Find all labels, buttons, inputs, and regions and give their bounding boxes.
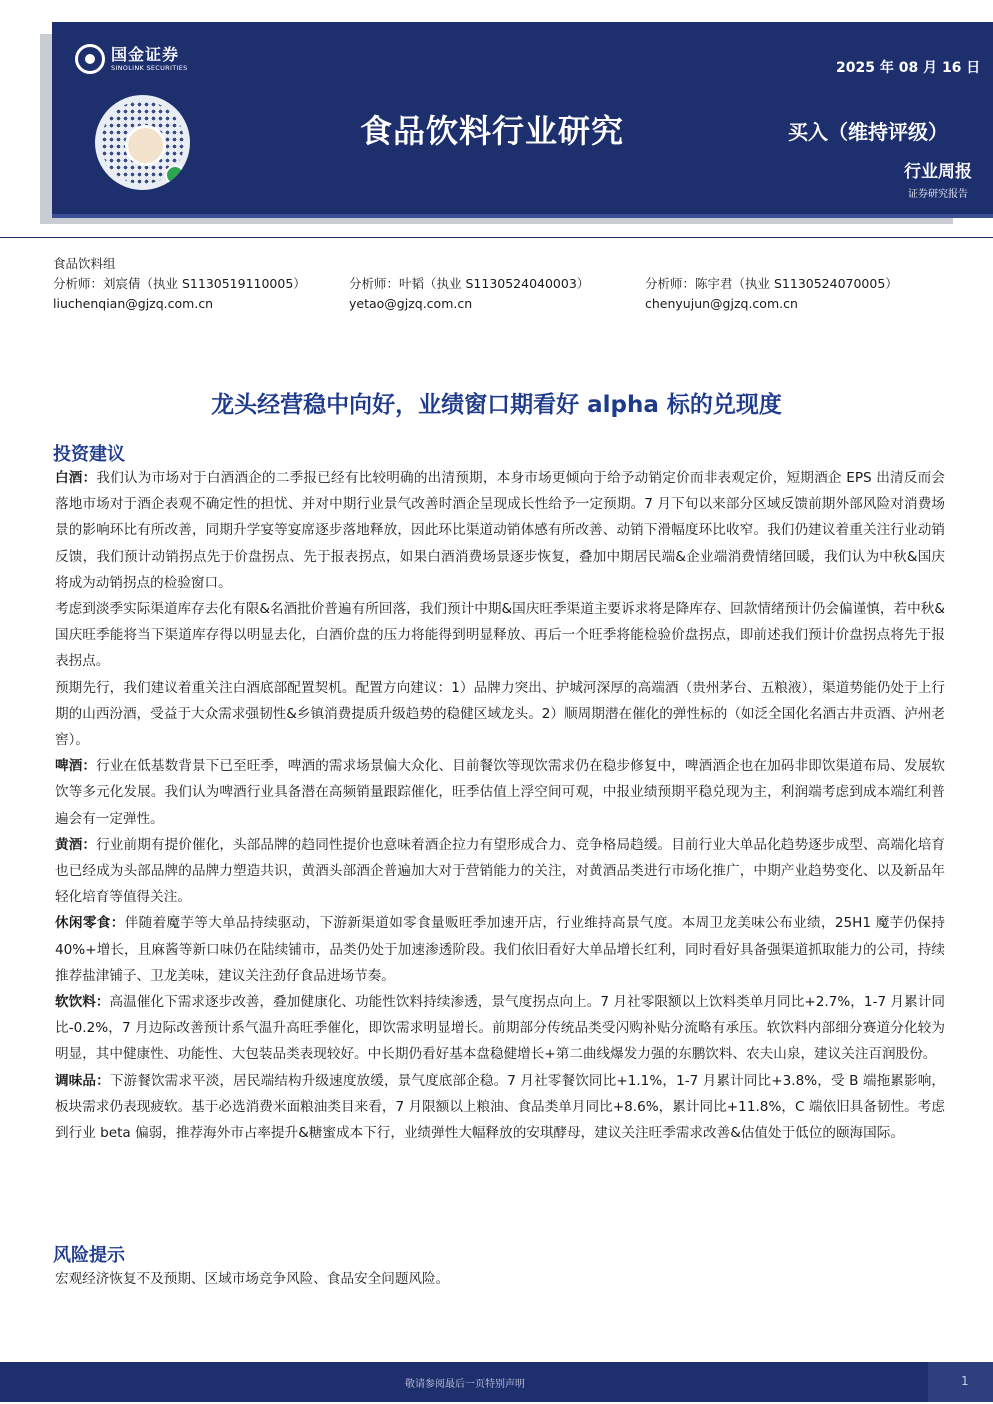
paragraph-baijiu-3: 预期先行，我们建议着重关注白酒底部配置契机。配置方向建议：1）品牌力突出、护城河深厚的高端酒（贵州茅台、五粮液），渠道势能仍处于上行期的山西汾酒，受益于大众需求强韧性&乡镇消费提质升级趋势的稳健区域龙头。2）顺周期潜在催化的弹性标的（如泛全国化名酒古井贡酒、泸州老窖）。 xyxy=(55,679,945,749)
paragraph-condiments: 调味品：下游餐饮需求平淡，居民端结构升级速度放缓，景气度底部企稳。7 月社零餐饮同比+1.1%，1-7 月累计同比+3.8%，受 B 端拖累影响，板块需求仍表现疲软。基于必选消费米面粮油类目来看，7 月限额以上粮油、食品类单月同比+8.6%，累计同比+11.8%，C 端依旧具备韧性。考虑到行业 beta 偏弱，推荐海外市占率提升&糖蜜成本下行，业绩弹性大幅释放的安琪酵母，建议关注旺季需求改善&估值处于低位的颐海国际。 xyxy=(55,1072,945,1142)
analyst-1-email[interactable]: liuchenqian@gjzq.com.cn xyxy=(53,296,214,311)
paragraph-beer: 啤酒：行业在低基数背景下已至旺季，啤酒的需求场景偏大众化、目前餐饮等现饮需求仍在稳步修复中，啤酒酒企也在加码非即饮渠道布局、发展软饮等多元化发展。我们认为啤酒行业具备潜在高频销量跟踪催化，旺季估值上浮空间可观，中报业绩预期平稳兑现为主，利润端考虑到成本端红利普遍会有一定弹性。 xyxy=(55,758,946,827)
investment-body xyxy=(55,465,945,1146)
qr-code-icon[interactable] xyxy=(95,95,190,190)
paragraph-soft-drinks: 软饮料：高温催化下需求逐步改善，叠加健康化、功能性饮料持续渗透，景气度拐点向上。7 月社零限额以上饮料类单月同比+2.7%，1-7 月累计同比-0.2%，7 月边际改善预计系气温升高旺季催化，即饮需求明显增长。前期部分传统品类受闪购补贴分流略有承压。软饮料内部细分赛道分化较为明显，其中健康性、功能性、大包装品类表现较好。中长期仍看好基本盘稳健增长+第二曲线爆发力强的东鹏饮料、农夫山泉，建议关注百润股份。 xyxy=(55,994,945,1063)
team-name: 食品饮料组 xyxy=(53,256,116,271)
report-headline: 龙头经营稳中向好，业绩窗口期看好 alpha 标的兑现度 xyxy=(211,392,782,418)
logo-en: SINOLINK SECURITIES xyxy=(111,64,188,72)
banner-stripe xyxy=(52,214,993,218)
analyst-2-email[interactable]: yetao@gjzq.com.cn xyxy=(349,296,473,311)
footer-disclaimer[interactable]: 敬请参阅最后一页特别声明 xyxy=(405,1379,525,1390)
analyst-3: 分析师：陈宇君（执业 S1130524070005） xyxy=(645,276,898,291)
rating-badge: 买入（维持评级） xyxy=(788,120,948,144)
risk-text: 宏观经济恢复不及预期、区域市场竞争风险、食品安全问题风险。 xyxy=(55,1271,450,1287)
paragraph-baijiu: 白酒：我们认为市场对于白酒酒企的二季报已经有比较明确的出清预期，本身市场更倾向于给予动销定价而非表观定价，短期酒企 EPS 出清反而会落地市场对于酒企表观不确定性的担忧、并对中期行业景气改善时酒企呈现成长性给予一定预期。7 月下旬以来部分区域反馈前期外部风险对消费场景的影响环比有所改善，同期升学宴等宴席逐步落地释放，因此环比渠道动销体感有所改善、动销下滑幅度环比收窄。我们仍建议着重关注行业动销反馈，我们预计动销拐点先于价盘拐点、先于报表拐点，如果白酒消费场景逐步恢复，叠加中期居民端&企业端消费情绪回暖，我们认为中秋&国庆将成为动销拐点的检验窗口。 xyxy=(55,470,945,591)
paragraph-snacks: 休闲零食：伴随着魔芋等大单品持续驱动，下游新渠道如零食量贩旺季加速开店，行业维持高景气度。本周卫龙美味公布业绩，25H1 魔芋仍保持 40%+增长，且麻酱等新口味仍在陆续铺市，品类仍处于加速渗透阶段。我们依旧看好大单品增长红利，同时看好具备强渠道抓取能力的公司，持续推荐盐津铺子、卫龙美味，建议关注劲仔食品进场节奏。 xyxy=(55,915,945,984)
paragraph-huangjiu: 黄酒：行业前期有提价催化，头部品牌的趋同性提价也意味着酒企拉力有望形成合力、竞争格局趋缓。目前行业大单品化趋势逐步成型、高端化培育也已经成为头部品牌的品牌力塑造共识，黄酒头部酒企普遍加大对于营销能力的关注，对黄酒品类进行市场化推广，中期产业趋势变化、以及新品年轻化培育等值得关注。 xyxy=(55,836,946,906)
section-investment-title: 投资建议 xyxy=(53,444,125,465)
risk-body xyxy=(55,1266,945,1292)
industry-title: 食品饮料行业研究 xyxy=(360,112,625,150)
analyst-1: 分析师：刘宸倩（执业 S1130519110005） xyxy=(53,276,306,291)
company-logo xyxy=(75,44,188,74)
report-type: 行业周报 xyxy=(904,162,972,182)
analyst-2: 分析师：叶韬（执业 S1130524040003） xyxy=(349,276,590,291)
logo-icon xyxy=(75,44,105,74)
report-subtitle: 证券研究报告 xyxy=(908,189,968,200)
paragraph-baijiu-2: 考虑到淡季实际渠道库存去化有限&名酒批价普遍有所回落，我们预计中期&国庆旺季渠道主要诉求将是降库存、回款情绪预计仍会偏谨慎，若中秋&国庆旺季能将当下渠道库存得以明显去化，白酒价盘的压力将能得到明显释放、再后一个旺季将能检验价盘拐点，即前述我们预计价盘拐点将先于报表拐点。 xyxy=(55,601,945,670)
logo-cn: 国金证券 xyxy=(111,45,180,64)
report-date: 2025 年 08 月 16 日 xyxy=(836,60,981,76)
page-number: 1 xyxy=(961,1374,969,1388)
mini-program-icon xyxy=(165,165,185,185)
divider xyxy=(0,237,993,238)
analyst-3-email[interactable]: chenyujun@gjzq.com.cn xyxy=(645,296,798,311)
section-risk-title: 风险提示 xyxy=(53,1245,125,1266)
